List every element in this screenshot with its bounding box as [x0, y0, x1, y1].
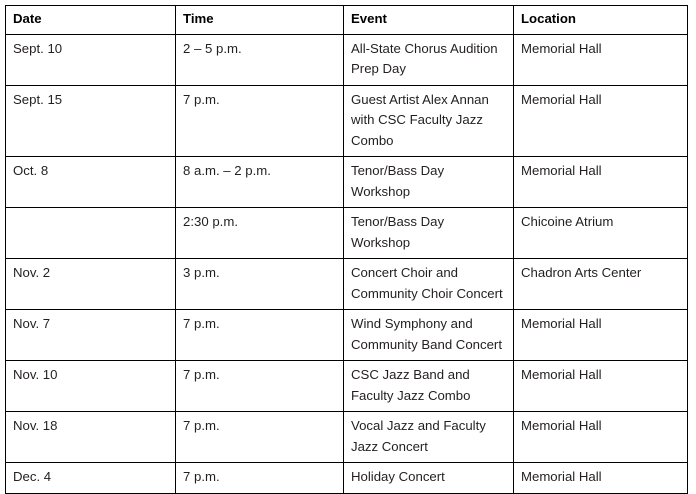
cell-event: Guest Artist Alex Annan with CSC Faculty Jazz Combo [344, 85, 514, 157]
table-row [6, 259, 688, 310]
cell-location: Memorial Hall [514, 310, 688, 361]
cell-date: Nov. 2 [6, 259, 176, 310]
table-row [6, 361, 688, 412]
table-body [6, 34, 688, 493]
column-header-time: Time [176, 6, 344, 35]
cell-location: Memorial Hall [514, 412, 688, 463]
cell-event: Vocal Jazz and Faculty Jazz Concert [344, 412, 514, 463]
cell-time: 7 p.m. [176, 361, 344, 412]
cell-date: Nov. 10 [6, 361, 176, 412]
cell-time: 2:30 p.m. [176, 208, 344, 259]
cell-time: 7 p.m. [176, 412, 344, 463]
cell-event: Concert Choir and Community Choir Concert [344, 259, 514, 310]
cell-date: Sept. 10 [6, 34, 176, 85]
table-row [6, 157, 688, 208]
cell-location: Memorial Hall [514, 361, 688, 412]
cell-event: CSC Jazz Band and Faculty Jazz Combo [344, 361, 514, 412]
cell-location: Chadron Arts Center [514, 259, 688, 310]
cell-event: Tenor/Bass Day Workshop [344, 208, 514, 259]
cell-location: Memorial Hall [514, 34, 688, 85]
table-header-row [6, 6, 688, 35]
table-row [6, 463, 688, 494]
column-header-event: Event [344, 6, 514, 35]
music-events-schedule-table [5, 5, 688, 494]
cell-location: Memorial Hall [514, 463, 688, 494]
column-header-date: Date [6, 6, 176, 35]
cell-time: 3 p.m. [176, 259, 344, 310]
cell-date: Nov. 7 [6, 310, 176, 361]
table-header [6, 6, 688, 35]
cell-time: 7 p.m. [176, 85, 344, 157]
table-row [6, 412, 688, 463]
cell-time: 7 p.m. [176, 463, 344, 494]
cell-date [6, 208, 176, 259]
table-row [6, 85, 688, 157]
cell-location: Memorial Hall [514, 157, 688, 208]
cell-time: 8 a.m. – 2 p.m. [176, 157, 344, 208]
cell-date: Nov. 18 [6, 412, 176, 463]
column-header-location: Location [514, 6, 688, 35]
schedule-table-container [5, 5, 687, 494]
cell-event: Tenor/Bass Day Workshop [344, 157, 514, 208]
cell-event: Wind Symphony and Community Band Concert [344, 310, 514, 361]
cell-location: Chicoine Atrium [514, 208, 688, 259]
cell-time: 7 p.m. [176, 310, 344, 361]
cell-date: Dec. 4 [6, 463, 176, 494]
cell-date: Sept. 15 [6, 85, 176, 157]
cell-time: 2 – 5 p.m. [176, 34, 344, 85]
table-row [6, 208, 688, 259]
cell-event: All-State Chorus Audition Prep Day [344, 34, 514, 85]
cell-event: Holiday Concert [344, 463, 514, 494]
cell-location: Memorial Hall [514, 85, 688, 157]
cell-date: Oct. 8 [6, 157, 176, 208]
table-row [6, 310, 688, 361]
table-row [6, 34, 688, 85]
